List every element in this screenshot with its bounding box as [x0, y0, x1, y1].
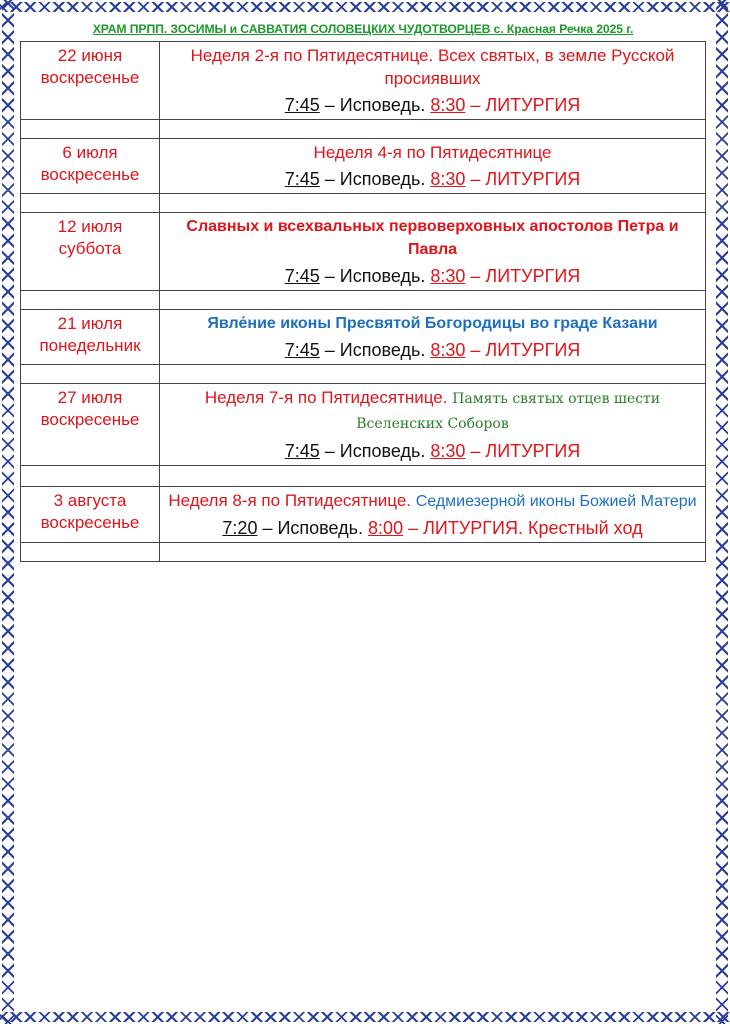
liturgy-label: – ЛИТУРГИЯ — [465, 441, 581, 461]
confession-time: 7:45 — [284, 340, 320, 360]
event-date: 6 июля — [62, 143, 118, 162]
event-date: 27 июля — [57, 388, 123, 407]
decorative-border-top — [0, 2, 730, 12]
event-weekday: воскресенье — [40, 410, 140, 429]
event-subtitle: Седмиезерной иконы Божией Матери — [415, 493, 697, 510]
date-cell — [21, 42, 160, 120]
liturgy-time: 8:30 — [430, 95, 466, 115]
spacer-row — [21, 194, 706, 213]
spacer-row — [21, 120, 706, 139]
confession-label: – Исповедь. — [319, 340, 431, 360]
event-row — [21, 139, 706, 194]
liturgy-time: 8:30 — [430, 340, 466, 360]
decorative-border-left — [2, 0, 14, 1024]
event-weekday: воскресенье — [40, 513, 140, 532]
event-row — [21, 42, 706, 120]
event-date: 21 июля — [57, 314, 123, 333]
church-header: ХРАМ ПРПП. ЗОСИМЫ и САВВАТИЯ СОЛОВЕЦКИХ ЧУДОТВОРЦЕВ с. Красная Речка 2025 г. — [92, 22, 634, 36]
liturgy-time: 8:30 — [430, 266, 466, 286]
event-title: Неделя 8-я по Пятидесятнице. — [168, 491, 416, 510]
event-date: 12 июля — [57, 217, 123, 236]
event-row — [21, 487, 706, 543]
event-cell — [160, 42, 706, 120]
confession-label: – Исповедь. — [257, 518, 369, 538]
event-title-block — [164, 386, 701, 436]
event-weekday: воскресенье — [40, 68, 140, 87]
event-cell — [160, 487, 706, 543]
service-times — [164, 168, 701, 191]
liturgy-label: – ЛИТУРГИЯ — [465, 95, 581, 115]
date-cell — [21, 487, 160, 543]
event-row — [21, 384, 706, 466]
confession-time: 7:45 — [284, 266, 320, 286]
event-weekday: понедельник — [39, 336, 141, 355]
spacer-row — [21, 466, 706, 487]
service-times — [164, 339, 701, 362]
confession-time: 7:45 — [284, 169, 320, 189]
confession-label: – Исповедь. — [319, 441, 431, 461]
event-weekday: воскресенье — [40, 165, 140, 184]
liturgy-time: 8:00 — [368, 518, 404, 538]
service-times — [164, 94, 701, 117]
service-schedule-table — [20, 41, 706, 562]
event-subtitle: Память святых отцев шести Вселенских Соборов — [356, 391, 661, 432]
date-cell — [21, 310, 160, 365]
confession-time: 7:45 — [284, 95, 320, 115]
service-times — [164, 517, 701, 540]
liturgy-label: – ЛИТУРГИЯ — [465, 169, 581, 189]
decorative-border-bottom — [0, 1012, 730, 1022]
confession-label: – Исповедь. — [319, 266, 431, 286]
event-cell — [160, 310, 706, 365]
confession-time: 7:20 — [222, 518, 258, 538]
date-cell — [21, 213, 160, 291]
event-title: Неделя 2-я по Пятидесятнице. Всех святых, в земле Русской просиявших — [190, 46, 675, 88]
date-cell — [21, 384, 160, 466]
event-title: Неделя 4-я по Пятидесятнице — [313, 143, 552, 162]
event-weekday: суббота — [58, 239, 122, 258]
service-times — [164, 265, 701, 288]
spacer-row — [21, 291, 706, 310]
event-title-block — [164, 489, 701, 513]
decorative-border-right — [716, 0, 728, 1024]
event-cell — [160, 384, 706, 466]
event-row — [21, 213, 706, 291]
event-title: Славных и всехвальных первоверховных апостолов Петра и Павла — [186, 218, 679, 258]
liturgy-label: – ЛИТУРГИЯ. Крестный ход — [403, 518, 643, 538]
service-times — [164, 440, 701, 463]
event-date: 22 июня — [57, 46, 123, 65]
confession-label: – Исповедь. — [319, 169, 431, 189]
schedule-page — [20, 22, 706, 562]
confession-label: – Исповедь. — [319, 95, 431, 115]
spacer-row — [21, 543, 706, 562]
date-cell — [21, 139, 160, 194]
event-cell — [160, 213, 706, 291]
liturgy-label: – ЛИТУРГИЯ — [465, 340, 581, 360]
event-title: Неделя 7-я по Пятидесятнице. — [204, 388, 453, 407]
event-date: 3 августа — [53, 491, 127, 510]
spacer-row — [21, 365, 706, 384]
liturgy-label: – ЛИТУРГИЯ — [465, 266, 581, 286]
event-row — [21, 310, 706, 365]
event-title: Явле́ние иконы Пресвятой Богородицы во граде Казани — [207, 315, 658, 332]
event-cell — [160, 139, 706, 194]
liturgy-time: 8:30 — [430, 169, 466, 189]
confession-time: 7:45 — [284, 441, 320, 461]
liturgy-time: 8:30 — [430, 441, 466, 461]
